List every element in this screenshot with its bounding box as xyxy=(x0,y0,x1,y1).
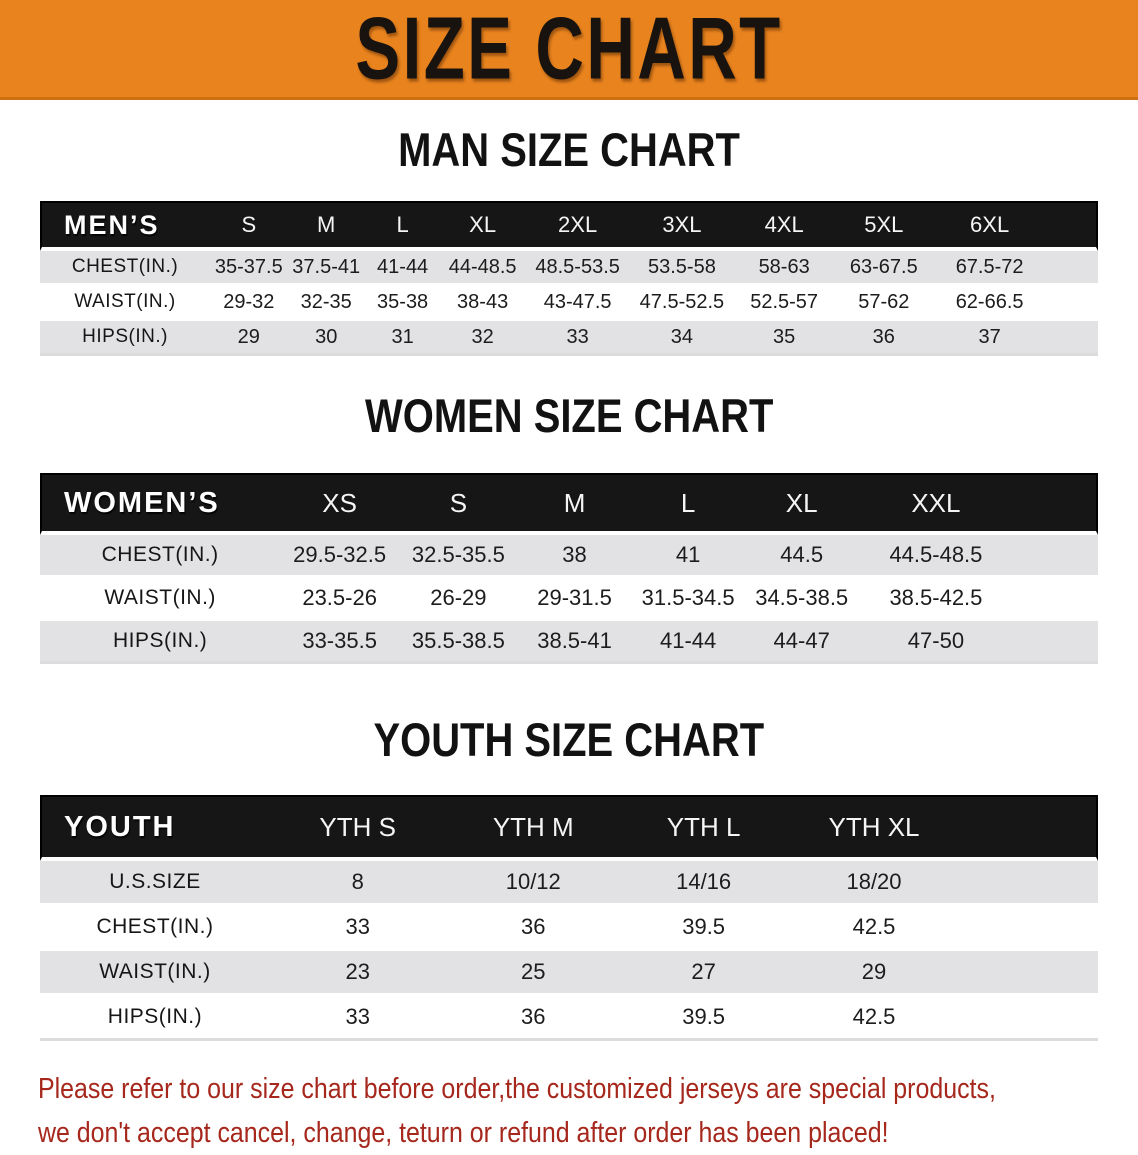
table-cell: 33 xyxy=(270,906,446,951)
table-row xyxy=(40,951,1098,996)
column-header: XL xyxy=(745,473,859,535)
table-cell: 36 xyxy=(445,996,621,1041)
column-header: 3XL xyxy=(630,201,733,251)
table-row xyxy=(40,578,1098,621)
table-cell: 47-50 xyxy=(858,621,1013,664)
table-cell: 30 xyxy=(288,321,365,356)
column-header: YTH S xyxy=(270,795,446,861)
table-cell: 33-35.5 xyxy=(280,621,399,664)
youth-size-table xyxy=(40,795,1098,1041)
row-label: HIPS(IN.) xyxy=(40,996,270,1041)
section-youth xyxy=(0,714,1138,1041)
women-section-heading-text: WOMEN SIZE CHART xyxy=(364,389,774,442)
table-cell: 31.5-34.5 xyxy=(631,578,745,621)
header-spacer xyxy=(1046,201,1098,251)
table-cell: 23.5-26 xyxy=(280,578,399,621)
table-row xyxy=(40,996,1098,1041)
row-spacer xyxy=(1013,578,1098,621)
column-header: XXL xyxy=(858,473,1013,535)
table-cell: 23 xyxy=(270,951,446,996)
table-cell: 42.5 xyxy=(786,906,962,951)
row-spacer xyxy=(962,996,1098,1041)
table-cell: 36 xyxy=(835,321,933,356)
table-cell: 34 xyxy=(630,321,733,356)
table-cell: 36 xyxy=(445,906,621,951)
row-spacer xyxy=(1013,535,1098,578)
table-cell: 37 xyxy=(933,321,1047,356)
row-spacer xyxy=(1046,286,1098,321)
table-cell: 35-38 xyxy=(365,286,440,321)
section-men xyxy=(0,124,1138,356)
table-cell: 35-37.5 xyxy=(210,251,287,286)
men-size-table xyxy=(40,201,1098,356)
women-section-heading xyxy=(0,390,1138,451)
table-row xyxy=(40,321,1098,356)
table-cell: 14/16 xyxy=(621,861,786,906)
table-cell: 31 xyxy=(365,321,440,356)
table-cell: 44.5 xyxy=(745,535,859,578)
column-header: M xyxy=(518,473,632,535)
column-header: M xyxy=(288,201,365,251)
column-header: S xyxy=(210,201,287,251)
table-cell: 37.5-41 xyxy=(288,251,365,286)
table-cell: 39.5 xyxy=(621,906,786,951)
column-header: XL xyxy=(440,201,525,251)
table-cell: 35 xyxy=(734,321,835,356)
column-header: YTH XL xyxy=(786,795,962,861)
youth-table-header-row xyxy=(40,795,1098,861)
men-section-heading-text: MAN SIZE CHART xyxy=(398,123,740,176)
table-cell: 38.5-41 xyxy=(518,621,632,664)
table-cell: 32.5-35.5 xyxy=(399,535,518,578)
table-row xyxy=(40,286,1098,321)
men-table-header-row xyxy=(40,201,1098,251)
table-cell: 34.5-38.5 xyxy=(745,578,859,621)
row-spacer xyxy=(1046,251,1098,286)
row-label: CHEST(IN.) xyxy=(40,535,280,578)
table-cell: 42.5 xyxy=(786,996,962,1041)
table-cell: 47.5-52.5 xyxy=(630,286,733,321)
table-cell: 25 xyxy=(445,951,621,996)
row-label: WAIST(IN.) xyxy=(40,286,210,321)
women-size-table xyxy=(40,473,1098,664)
table-cell: 32 xyxy=(440,321,525,356)
row-spacer xyxy=(1046,321,1098,356)
row-label: CHEST(IN.) xyxy=(40,906,270,951)
table-cell: 27 xyxy=(621,951,786,996)
row-label: CHEST(IN.) xyxy=(40,251,210,286)
table-cell: 35.5-38.5 xyxy=(399,621,518,664)
table-cell: 44-47 xyxy=(745,621,859,664)
table-row xyxy=(40,535,1098,578)
table-cell: 32-35 xyxy=(288,286,365,321)
column-header: 4XL xyxy=(734,201,835,251)
table-cell: 53.5-58 xyxy=(630,251,733,286)
column-header: XS xyxy=(280,473,399,535)
table-row xyxy=(40,906,1098,951)
column-header: YTH L xyxy=(621,795,786,861)
header-spacer xyxy=(1013,473,1098,535)
header-spacer xyxy=(962,795,1098,861)
table-cell: 26-29 xyxy=(399,578,518,621)
women-table-header-row xyxy=(40,473,1098,535)
table-cell: 58-63 xyxy=(734,251,835,286)
table-cell: 44.5-48.5 xyxy=(858,535,1013,578)
table-cell: 44-48.5 xyxy=(440,251,525,286)
banner-title: SIZE CHART xyxy=(355,0,783,98)
row-spacer xyxy=(1013,621,1098,664)
table-cell: 39.5 xyxy=(621,996,786,1041)
table-corner-label: MEN’S xyxy=(40,201,210,251)
table-cell: 38-43 xyxy=(440,286,525,321)
row-label: HIPS(IN.) xyxy=(40,321,210,356)
column-header: 6XL xyxy=(933,201,1047,251)
table-row xyxy=(40,861,1098,906)
table-corner-label: WOMEN’S xyxy=(40,473,280,535)
table-row xyxy=(40,621,1098,664)
table-cell: 67.5-72 xyxy=(933,251,1047,286)
table-cell: 10/12 xyxy=(445,861,621,906)
men-section-heading xyxy=(0,124,1138,185)
youth-section-heading-text: YOUTH SIZE CHART xyxy=(373,713,765,766)
column-header: YTH M xyxy=(445,795,621,861)
table-cell: 33 xyxy=(525,321,630,356)
table-cell: 38.5-42.5 xyxy=(858,578,1013,621)
column-header: 2XL xyxy=(525,201,630,251)
youth-section-heading xyxy=(0,714,1138,775)
table-cell: 43-47.5 xyxy=(525,286,630,321)
disclaimer xyxy=(38,1067,1138,1155)
row-spacer xyxy=(962,906,1098,951)
table-cell: 48.5-53.5 xyxy=(525,251,630,286)
column-header: L xyxy=(631,473,745,535)
table-cell: 41-44 xyxy=(365,251,440,286)
table-cell: 52.5-57 xyxy=(734,286,835,321)
table-cell: 29.5-32.5 xyxy=(280,535,399,578)
column-header: L xyxy=(365,201,440,251)
table-cell: 8 xyxy=(270,861,446,906)
table-cell: 29 xyxy=(786,951,962,996)
table-cell: 38 xyxy=(518,535,632,578)
row-label: WAIST(IN.) xyxy=(40,578,280,621)
row-spacer xyxy=(962,861,1098,906)
table-cell: 33 xyxy=(270,996,446,1041)
table-cell: 18/20 xyxy=(786,861,962,906)
table-cell: 41 xyxy=(631,535,745,578)
table-cell: 29-32 xyxy=(210,286,287,321)
disclaimer-line-2: we don't accept cancel, change, teturn or refund after order has been placed! xyxy=(38,1117,889,1149)
disclaimer-line-1: Please refer to our size chart before order,the customized jerseys are special products, xyxy=(38,1073,996,1105)
table-cell: 41-44 xyxy=(631,621,745,664)
table-cell: 29 xyxy=(210,321,287,356)
banner xyxy=(0,0,1138,100)
row-label: HIPS(IN.) xyxy=(40,621,280,664)
table-cell: 57-62 xyxy=(835,286,933,321)
row-label: U.S.SIZE xyxy=(40,861,270,906)
table-corner-label: YOUTH xyxy=(40,795,270,861)
row-label: WAIST(IN.) xyxy=(40,951,270,996)
row-spacer xyxy=(962,951,1098,996)
table-row xyxy=(40,251,1098,286)
column-header: S xyxy=(399,473,518,535)
section-women xyxy=(0,390,1138,664)
table-cell: 29-31.5 xyxy=(518,578,632,621)
table-cell: 62-66.5 xyxy=(933,286,1047,321)
column-header: 5XL xyxy=(835,201,933,251)
table-cell: 63-67.5 xyxy=(835,251,933,286)
